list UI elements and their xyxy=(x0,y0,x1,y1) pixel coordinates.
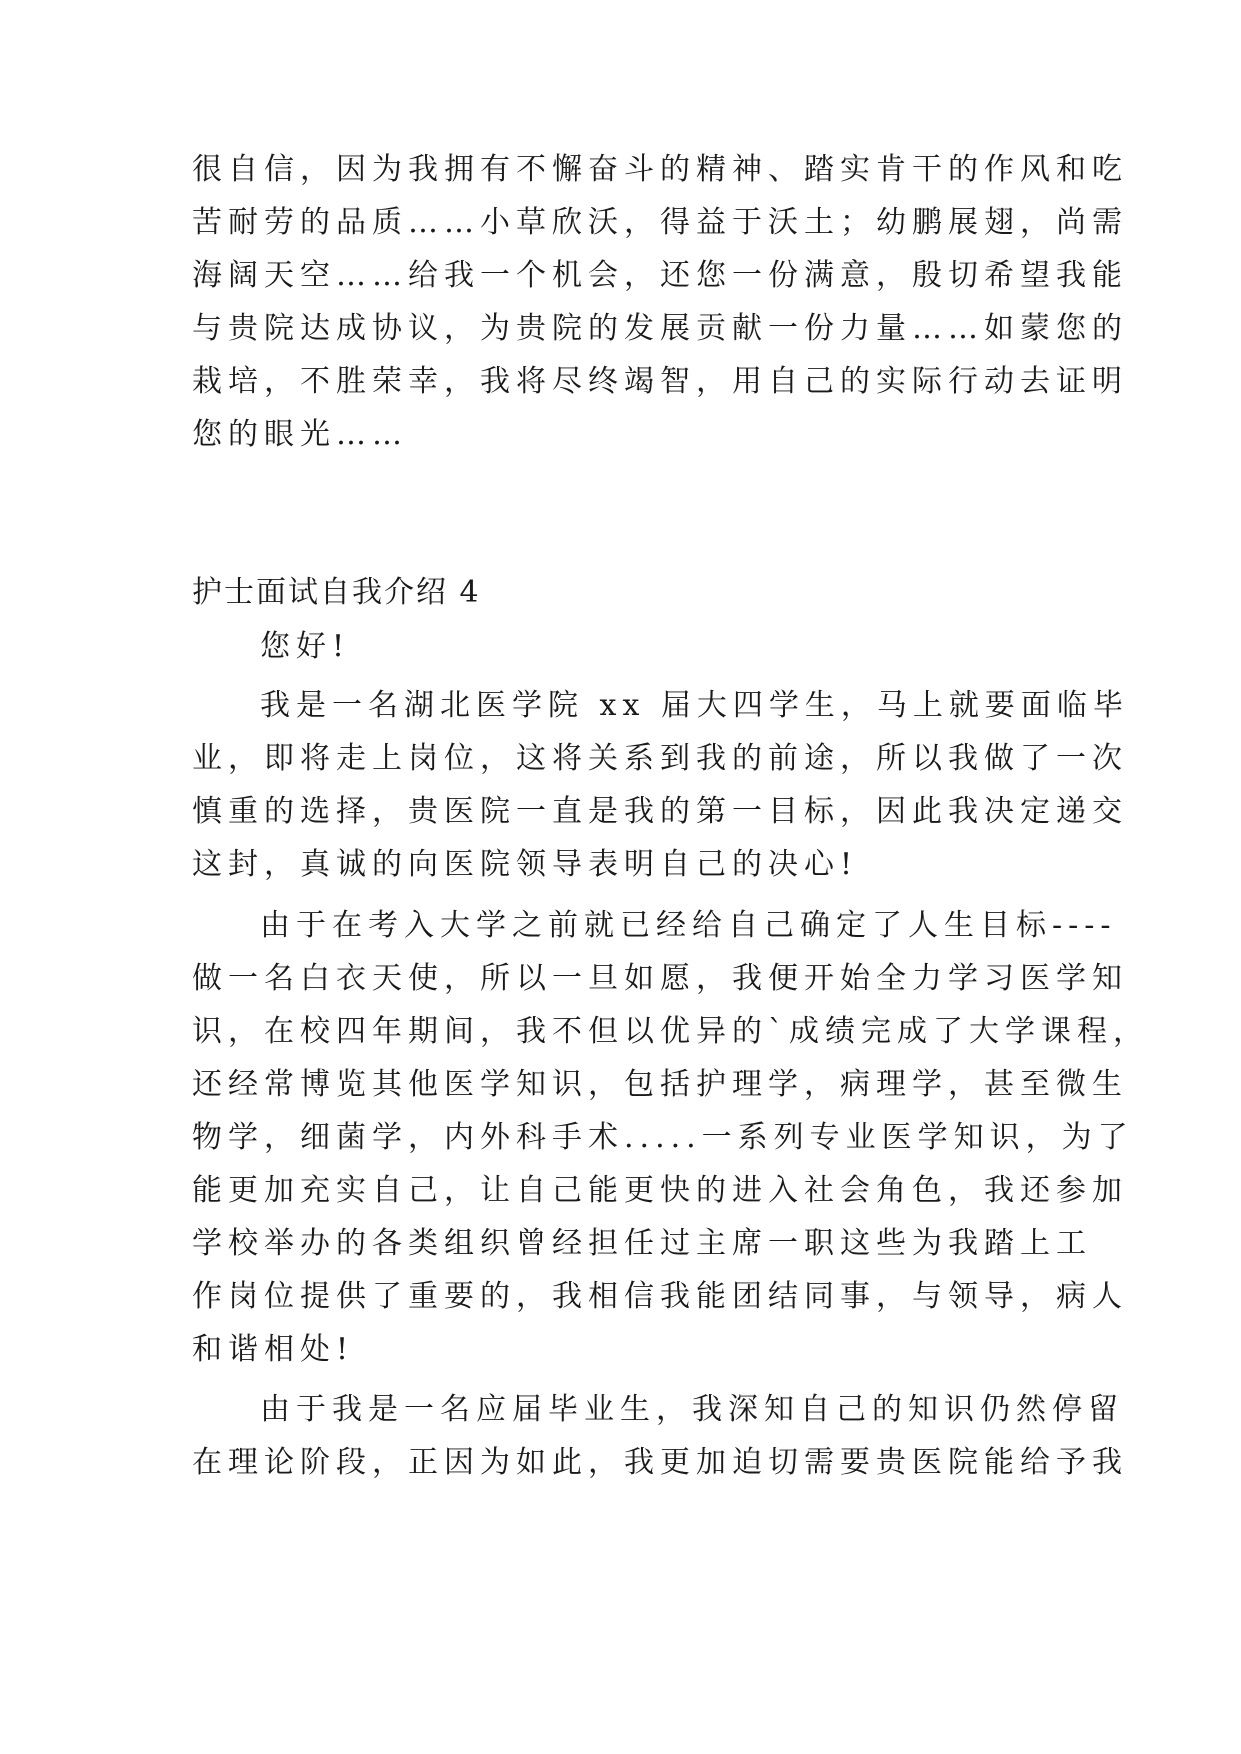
text-line: 很自信，因为我拥有不懈奋斗的精神、踏实肯干的作风和吃 xyxy=(192,152,1128,187)
text-line: 还经常博览其他医学知识，包括护理学，病理学，甚至微生 xyxy=(192,1067,1128,1102)
text-line: 物学，细菌学，内外科手术.....一系列专业医学知识，为了 xyxy=(192,1120,1134,1155)
greeting: 您好! xyxy=(260,629,351,664)
text-line: 作岗位提供了重要的，我相信我能团结同事，与领导，病人 xyxy=(192,1279,1128,1314)
text-line: 您的眼光…… xyxy=(192,417,408,452)
text-line: 业，即将走上岗位，这将关系到我的前途，所以我做了一次 xyxy=(192,741,1128,776)
text-line: 和谐相处! xyxy=(192,1332,355,1367)
text-line: 识，在校四年期间，我不但以优异的`成绩完成了大学课程， xyxy=(192,1014,1149,1049)
text-line: 由于我是一名应届毕业生，我深知自己的知识仍然停留 xyxy=(260,1392,1124,1427)
text-line: 能更加充实自己，让自己能更快的进入社会角色，我还参加 xyxy=(192,1173,1128,1208)
text-line: 学校举办的各类组织曾经担任过主席一职这些为我踏上工 xyxy=(192,1226,1092,1261)
text-line: 做一名白衣天使，所以一旦如愿，我便开始全力学习医学知 xyxy=(192,961,1128,996)
text-line: 由于在考入大学之前就已经给自己确定了人生目标---- xyxy=(260,908,1117,943)
text-line: 我是一名湖北医学院 xx 届大四学生，马上就要面临毕 xyxy=(260,688,1129,723)
text-line: 栽培，不胜荣幸，我将尽终竭智，用自己的实际行动去证明 xyxy=(192,364,1128,399)
section-title: 护士面试自我介绍 4 xyxy=(192,575,481,610)
text-line: 海阔天空……给我一个机会，还您一份满意，殷切希望我能 xyxy=(192,258,1128,293)
text-line: 慎重的选择，贵医院一直是我的第一目标，因此我决定递交 xyxy=(192,794,1128,829)
text-line: 与贵院达成协议，为贵院的发展贡献一份力量……如蒙您的 xyxy=(192,311,1128,346)
text-line: 苦耐劳的品质……小草欣沃，得益于沃土；幼鹏展翅，尚需 xyxy=(192,205,1128,240)
text-line: 在理论阶段，正因为如此，我更加迫切需要贵医院能给予我 xyxy=(192,1445,1128,1480)
text-line: 这封，真诚的向医院领导表明自己的决心! xyxy=(192,847,859,882)
